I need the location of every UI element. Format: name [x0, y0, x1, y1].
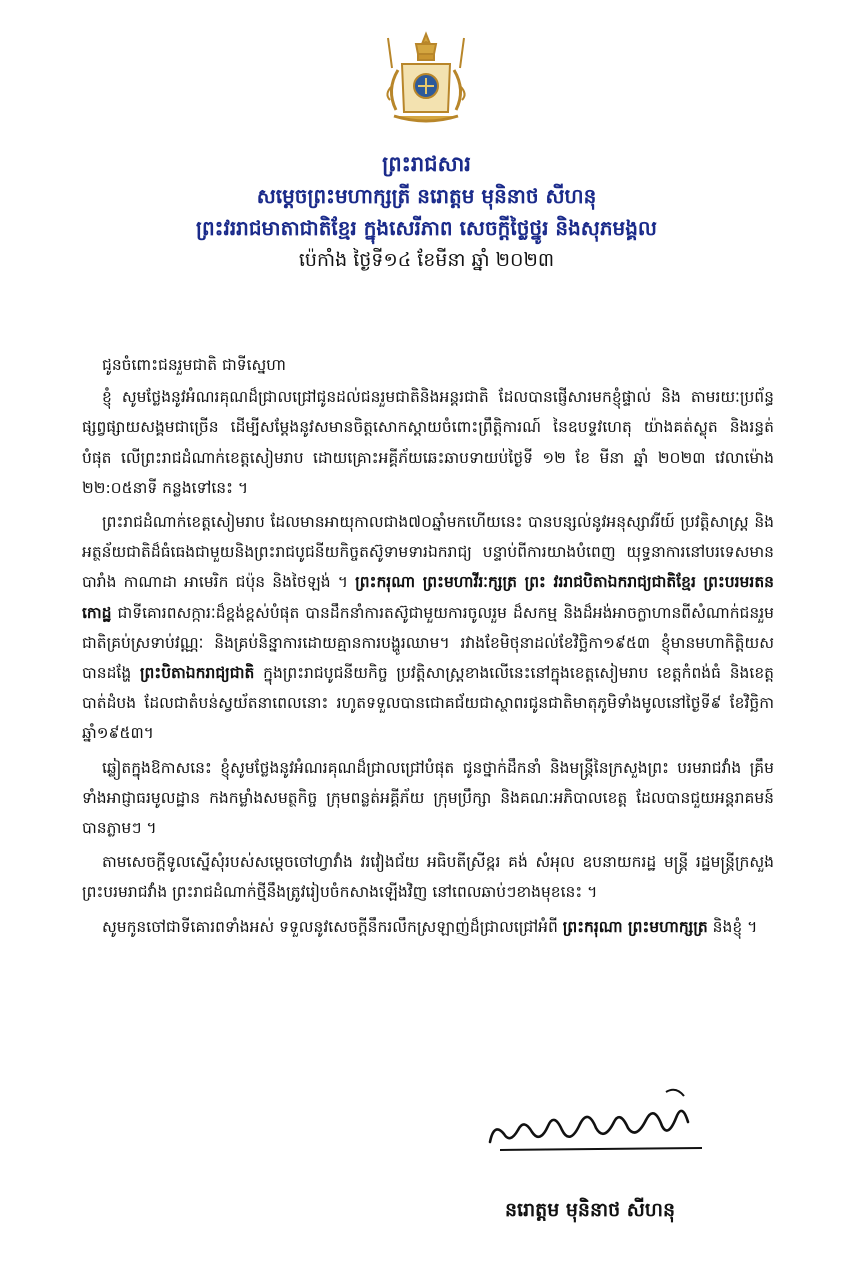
sender-honorific: ព្រះវររាជមាតាជាតិខ្មែរ ក្នុងសេរីភាព សេចក្ដីថ្លៃថ្នូរ និងសុភមង្គល [196, 216, 657, 240]
paragraph-2-text-a: ព្រះរាជដំណាក់ខេត្តសៀមរាប ដែលមានអាយុកាលជាង៧០ឆ្នាំមកហើយនេះ បានបន្សល់នូវអនុស្សាវរីយ៍ ប្រវត្តិសាស្ត្រ និងអត្ថន័យជាតិដ៏ធំធេងជាមួយនិងព្រះរាជបូជនីយកិច្ចតស៊ូទាមទារឯករាជ្យ បន្ទាប់ពីការយាងបំពេញ យុទ្ធនាការនៅបរទេសមាន បារាំង កាណាដា អាមេរិក ជប៉ុន និងថៃឡង់ ។ [82, 513, 774, 592]
royal-crest-emblem [378, 30, 474, 130]
paragraph-2 [82, 507, 774, 749]
paragraph-2-bold-a: ព្រះករុណា ព្រះមហាវីរៈក្សត្រ ព្រះ វររាជបិតាឯករាជ្យជាតិខ្មែរ ព្រះបរមរតនកោដ្ឋ [82, 573, 774, 622]
paragraph-5 [82, 912, 774, 942]
letter-title: ព្រះរាជសារ [382, 152, 471, 176]
paragraph-2-bold-b: ព្រះបិតាឯករាជ្យជាតិ [139, 664, 255, 683]
signatory-name: នរោត្ដម មុនិនាថ សីហនុ [504, 1199, 676, 1221]
paragraph-1: ខ្ញុំ សូមថ្លែងនូវអំណរគុណដ៏ជ្រាលជ្រៅជូនដល់ជនរួមជាតិនិងអន្ដរជាតិ ដែលបានផ្ញើសារមកខ្ញុំផ្ទាល់ និង តាមរយៈប្រព័ន្ធផ្សព្វផ្សាយសង្គមជាច្រើន ដើម្បីសម្ដែងនូវសមានចិត្តសោកស្ដាយចំពោះព្រឹត្តិការណ៍ នៃឧបទ្ទវហេតុ យ៉ាងគត់ស្លុត និងរន្ធត់បំផុត លើព្រះរាជដំណាក់ខេត្តសៀមរាប ដោយគ្រោះអគ្គីភ័យឆេះឆាបទាយប់ថ្ងៃទី ១២ ខែ មីនា ឆ្នាំ ២០២៣ វេលាម៉ោង ២២:០៥នាទី កន្លងទៅនេះ ។ [82, 388, 774, 497]
salutation: ជូនចំពោះជនរួមជាតិ ជាទីស្នេហា [102, 356, 286, 374]
letter-header [0, 148, 853, 276]
letter-date: ប៉េកាំង ថ្ងៃទី១៤ ខែមីនា ឆ្នាំ ២០២៣ [298, 249, 555, 271]
handwritten-signature [470, 1082, 720, 1162]
paragraph-3: ឆ្លៀតក្នុងឱកាសនេះ ខ្ញុំសូមថ្លែងនូវអំណរគុណដ៏ជ្រាលជ្រៅបំផុត ជូនថ្នាក់ដឹកនាំ និងមន្ត្រីនៃក្រសួងព្រះ បរមរាជវាំង គ្រឹមទាំងអាជ្ញាធរមូលដ្ឋាន កងកម្លាំងសមត្ថកិច្ច ក្រុមពន្លត់អគ្គីភ័យ ក្រុមប្រឹក្សា និងគណៈអភិបាលខេត្ត ដែលបានជួយអន្ដរាគមន៍បានភ្លាមៗ ។ [82, 758, 774, 838]
sender-title: សម្ដេចព្រះមហាក្សត្រី នរោត្ដម មុនិនាថ សីហនុ [256, 184, 597, 208]
paragraph-5-text-a: សូមកូនចៅជាទីគោរពទាំងអស់ ទទួលនូវសេចក្ដីនឹករលឹកស្រឡាញ់ដ៏ជ្រាលជ្រៅអំពី [102, 917, 563, 936]
letter-body [82, 350, 774, 946]
paragraph-5-bold: ព្រះករុណា ព្រះមហាក្សត្រ [562, 917, 708, 936]
paragraph-2-text-c: ជាទីគោរពសក្ការៈដ៏ខ្ពង់ខ្ពស់បំផុត បានដឹកនាំការតស៊ូជាមួយការចូលរួម ដ៏សកម្ម និងដ៏អង់អាចក្លាហានពីសំណាក់ជនរួមជាតិគ្រប់ស្រទាប់វណ្ណៈ និងគ្រប់និន្នាការដោយគ្មានការបង្ហូរឈាម។ រវាងខែមិថុនាដល់ខែវិច្ឆិកា១៩៥៣ ខ្ញុំមានមហាកិត្តិយសបានដង្ហែ [82, 603, 774, 683]
paragraph-5-text-c: និងខ្ញុំ ។ [707, 917, 758, 936]
paragraph-2-text-d: ក្នុងព្រះរាជបូជនីយកិច្ច ប្រវត្តិសាស្ត្រខាងលើនេះនៅក្នុងខេត្តសៀមរាប ខេត្តកំពង់ធំ និងខេត្តបាត់ដំបង ដែលជាតំបន់ស្វយ័តនាពេលនោះ រហូតទទួលបានជោគជ័យជាស្ថាពរជូនជាតិមាតុភូមិទាំងមូលនៅថ្ងៃទី៩ ខែវិច្ឆិកា ឆ្នាំ១៩៥៣។ [82, 664, 774, 743]
paragraph-4: តាមសេចក្ដីទូលស្នើសុំរបស់សម្ដេចចៅហ្វាវាំង វរវៀងជ័យ អធិបតីស្រីឧ្ករ គង់ សំអុល ឧបនាយករដ្ឋ មន្ត្រី រដ្ឋមន្ត្រីក្រសួងព្រះបរមរាជវាំង ព្រះរាជដំណាក់ថ្មីនឹងត្រូវរៀបចំកសាងឡើងវិញ នៅពេលឆាប់ៗខាងមុខនេះ ។ [82, 853, 774, 902]
